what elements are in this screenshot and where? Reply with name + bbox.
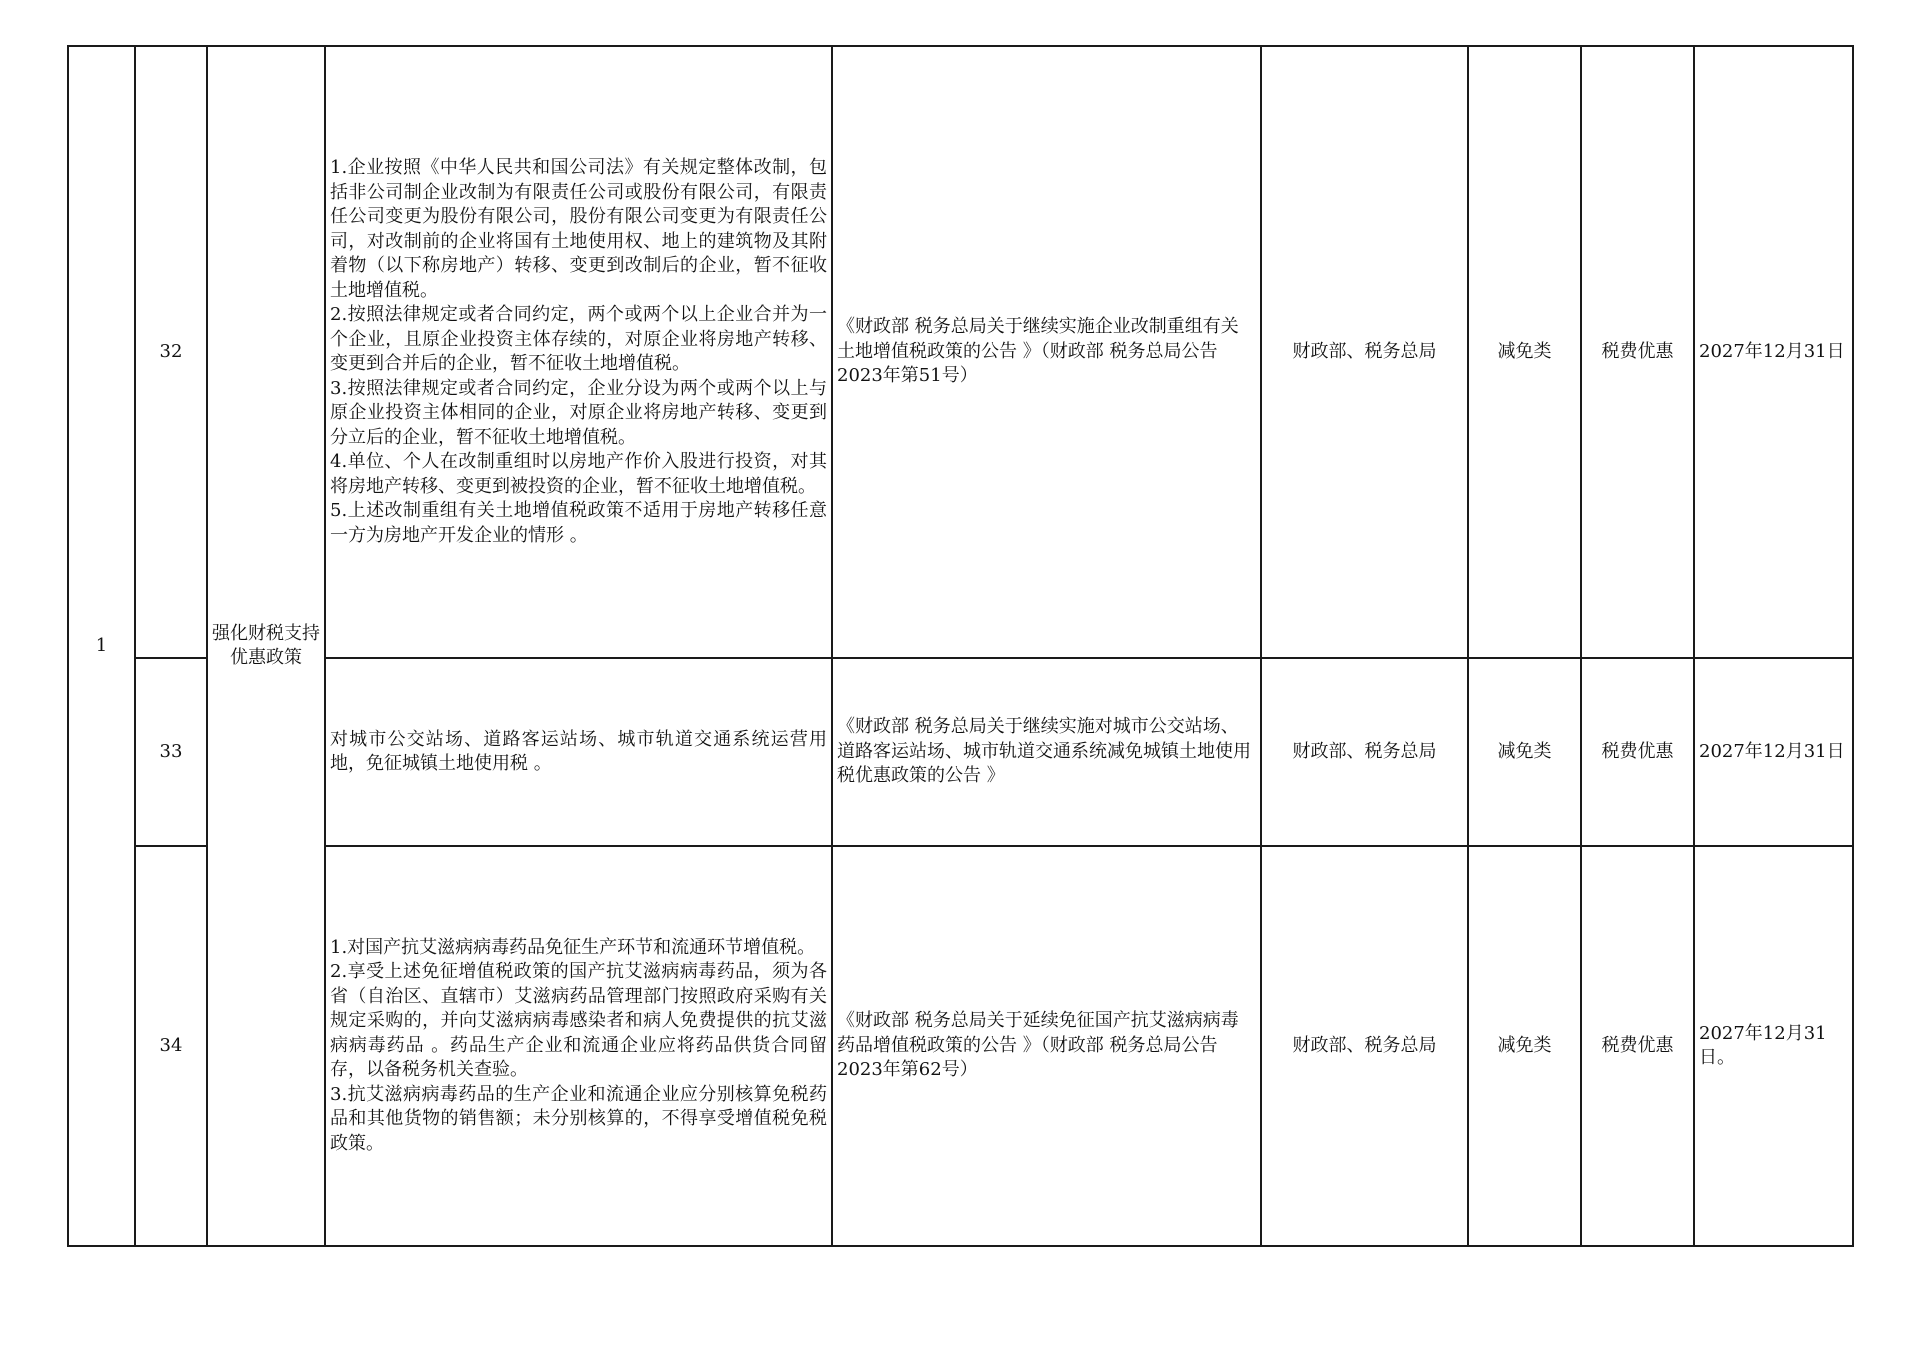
policy-clause: 2.享受上述免征增值税政策的国产抗艾滋病病毒药品，须为各省（自治区、直辖市）艾滋病药品管理部门按照政府采购有关规定采购的，并向艾滋病病毒感染者和病人免费提供的抗艾滋病病毒药品 。药品生产企业和流通企业应将药品供货合同留存，以备税务机关查验。 [330,961,827,1081]
table-row [68,658,1853,846]
category-cell: 强化财税支持优惠政策 [207,46,325,1246]
nature-cell: 税费优惠 [1581,846,1694,1246]
group-index-cell: 1 [68,46,135,1246]
policy-clause: 3.抗艾滋病病毒药品的生产企业和流通企业应分别核算免税药品和其他货物的销售额；未分别核算的，不得享受增值税免税政策。 [330,1083,827,1154]
department-cell: 财政部、税务总局 [1261,846,1468,1246]
serial-number-cell: 32 [135,46,207,658]
serial-number-cell: 34 [135,846,207,1246]
table-row [68,46,1853,658]
policy-clause: 对城市公交站场、道路客运站场、城市轨道交通系统运营用地，免征城镇土地使用税 。 [330,728,827,774]
policy-content-cell [325,658,832,846]
policy-content-cell [325,846,832,1246]
policy-content-cell [325,46,832,658]
policy-clause: 4.单位、个人在改制重组时以房地产作价入股进行投资，对其将房地产转移、变更到被投资的企业，暂不征收土地增值税。 [330,451,827,497]
policy-document-cell: 《财政部 税务总局关于延续免征国产抗艾滋病病毒药品增值税政策的公告 》（财政部 税务总局公告2023年第62号） [832,846,1261,1246]
table-row [68,846,1853,1246]
deadline-cell: 2027年12月31日。 [1694,846,1853,1246]
serial-number-cell: 33 [135,658,207,846]
policy-clause: 3.按照法律规定或者合同约定，企业分设为两个或两个以上与原企业投资主体相同的企业，对原企业将房地产转移、变更到分立后的企业，暂不征收土地增值税。 [330,377,827,448]
policy-sheet [67,45,1854,1247]
policy-table [67,45,1854,1247]
type-cell: 减免类 [1468,658,1581,846]
policy-clause: 1.对国产抗艾滋病病毒药品免征生产环节和流通环节增值税。 [330,936,816,958]
policy-document-cell: 《财政部 税务总局关于继续实施对城市公交站场、道路客运站场、城市轨道交通系统减免城镇土地使用税优惠政策的公告 》 [832,658,1261,846]
department-cell: 财政部、税务总局 [1261,658,1468,846]
deadline-cell: 2027年12月31日 [1694,46,1853,658]
nature-cell: 税费优惠 [1581,658,1694,846]
nature-cell: 税费优惠 [1581,46,1694,658]
type-cell: 减免类 [1468,46,1581,658]
policy-clause: 1.企业按照《中华人民共和国公司法》有关规定整体改制，包括非公司制企业改制为有限责任公司或股份有限公司，有限责任公司变更为股份有限公司，股份有限公司变更为有限责任公司，对改制前的企业将国有土地使用权、地上的建筑物及其附着物（以下称房地产）转移、变更到改制后的企业，暂不征收土地增值税。 [330,157,827,301]
department-cell: 财政部、税务总局 [1261,46,1468,658]
policy-document-cell: 《财政部 税务总局关于继续实施企业改制重组有关土地增值税政策的公告 》（财政部 税务总局公告2023年第51号） [832,46,1261,658]
deadline-cell: 2027年12月31日 [1694,658,1853,846]
policy-clause: 5.上述改制重组有关土地增值税政策不适用于房地产转移任意一方为房地产开发企业的情形 。 [330,500,827,546]
policy-clause: 2.按照法律规定或者合同约定，两个或两个以上企业合并为一个企业，且原企业投资主体存续的，对原企业将房地产转移、变更到合并后的企业，暂不征收土地增值税。 [330,304,827,374]
type-cell: 减免类 [1468,846,1581,1246]
